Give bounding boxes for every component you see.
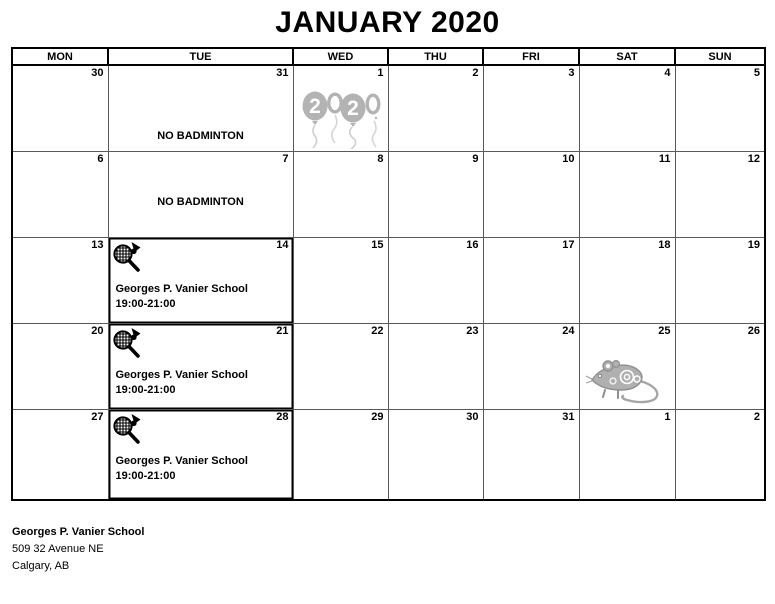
date-number: 20 xyxy=(91,325,104,337)
day-cell xyxy=(108,65,293,152)
day-cell xyxy=(12,152,108,238)
date-number: 28 xyxy=(276,411,289,423)
date-number: 11 xyxy=(658,153,671,165)
day-cell xyxy=(483,238,579,324)
event-time: 19:00-21:00 xyxy=(115,470,176,482)
event-location: Georges P. Vanier School xyxy=(115,455,248,467)
date-number: 16 xyxy=(466,239,479,251)
badminton-racquet-icon xyxy=(112,327,142,363)
day-cell xyxy=(293,152,388,238)
day-cell xyxy=(293,65,388,152)
svg-text:2: 2 xyxy=(308,95,321,118)
date-number: 9 xyxy=(472,153,479,165)
weekday-header-fri: FRI xyxy=(483,48,579,65)
no-badminton-label: NO BADMINTON xyxy=(157,130,244,142)
date-number: 2 xyxy=(753,411,760,423)
calendar-grid xyxy=(11,47,766,501)
date-number: 7 xyxy=(282,153,289,165)
event-details xyxy=(116,368,248,398)
event-time: 19:00-21:00 xyxy=(115,298,176,310)
date-number: 6 xyxy=(97,153,104,165)
weekday-header-tue: TUE xyxy=(108,48,293,65)
date-number: 27 xyxy=(91,411,104,423)
date-number: 8 xyxy=(377,153,384,165)
calendar-body xyxy=(12,48,765,500)
event-location: Georges P. Vanier School xyxy=(115,283,248,295)
event-details xyxy=(116,282,248,312)
day-cell xyxy=(675,324,765,410)
day-cell xyxy=(388,65,483,152)
date-number: 1 xyxy=(377,67,384,79)
event-time: 19:00-21:00 xyxy=(115,384,176,396)
day-cell xyxy=(108,410,293,501)
day-cell xyxy=(108,324,293,410)
date-number: 25 xyxy=(658,325,671,337)
date-number: 14 xyxy=(276,239,289,251)
svg-text:2: 2 xyxy=(346,97,359,120)
day-cell xyxy=(388,410,483,501)
weekday-header-wed: WED xyxy=(293,48,388,65)
date-number: 18 xyxy=(658,239,671,251)
day-cell xyxy=(388,238,483,324)
rat-icon xyxy=(585,347,665,412)
day-cell xyxy=(293,410,388,501)
badminton-racquet-icon xyxy=(112,413,142,449)
date-number: 29 xyxy=(371,411,384,423)
day-cell xyxy=(108,238,293,324)
date-number: 17 xyxy=(562,239,575,251)
day-cell xyxy=(108,152,293,238)
date-number: 4 xyxy=(664,67,671,79)
date-number: 30 xyxy=(466,411,479,423)
week-row xyxy=(12,324,765,410)
day-cell xyxy=(579,65,675,152)
day-cell xyxy=(293,324,388,410)
date-number: 10 xyxy=(562,153,575,165)
day-cell xyxy=(293,238,388,324)
day-cell xyxy=(388,152,483,238)
weekday-header-row xyxy=(12,48,765,65)
date-number: 21 xyxy=(276,325,289,337)
day-cell xyxy=(675,65,765,152)
day-cell xyxy=(388,324,483,410)
date-number: 26 xyxy=(747,325,760,337)
day-cell xyxy=(675,152,765,238)
date-number: 30 xyxy=(91,67,104,79)
day-cell xyxy=(483,324,579,410)
day-cell xyxy=(675,238,765,324)
date-number: 22 xyxy=(371,325,384,337)
badminton-racquet-icon xyxy=(112,241,142,277)
day-cell xyxy=(483,410,579,501)
day-cell xyxy=(12,410,108,501)
week-row xyxy=(12,152,765,238)
day-cell xyxy=(579,152,675,238)
footer-street-address: 509 32 Avenue NE xyxy=(12,543,104,555)
weekday-header-sun: SUN xyxy=(675,48,765,65)
date-number: 13 xyxy=(91,239,104,251)
date-number: 31 xyxy=(562,411,575,423)
week-row xyxy=(12,238,765,324)
weekday-header-mon: MON xyxy=(12,48,108,65)
week-row xyxy=(12,410,765,501)
date-number: 1 xyxy=(664,411,671,423)
day-cell xyxy=(579,410,675,501)
day-cell xyxy=(483,152,579,238)
date-number: 23 xyxy=(466,325,479,337)
day-cell xyxy=(579,238,675,324)
footer-school-name: Georges P. Vanier School xyxy=(12,526,145,538)
day-cell xyxy=(12,238,108,324)
day-cell xyxy=(12,324,108,410)
date-number: 19 xyxy=(747,239,760,251)
no-badminton-label: NO BADMINTON xyxy=(157,196,244,208)
date-number: 15 xyxy=(371,239,384,251)
date-number: 5 xyxy=(753,67,760,79)
date-number: 12 xyxy=(747,153,760,165)
date-number: 2 xyxy=(472,67,479,79)
day-cell xyxy=(579,324,675,410)
date-number: 31 xyxy=(276,67,289,79)
calendar-title: JANUARY 2020 xyxy=(275,6,500,39)
balloons-2020-icon xyxy=(300,87,384,154)
weekday-header-sat: SAT xyxy=(579,48,675,65)
event-details xyxy=(116,454,248,484)
event-location: Georges P. Vanier School xyxy=(115,369,248,381)
footer-address-block xyxy=(12,524,775,575)
footer-city: Calgary, AB xyxy=(12,560,70,572)
weekday-header-thu: THU xyxy=(388,48,483,65)
week-row xyxy=(12,65,765,152)
date-number: 3 xyxy=(568,67,575,79)
day-cell xyxy=(675,410,765,501)
day-cell xyxy=(12,65,108,152)
date-number: 24 xyxy=(562,325,575,337)
day-cell xyxy=(483,65,579,152)
